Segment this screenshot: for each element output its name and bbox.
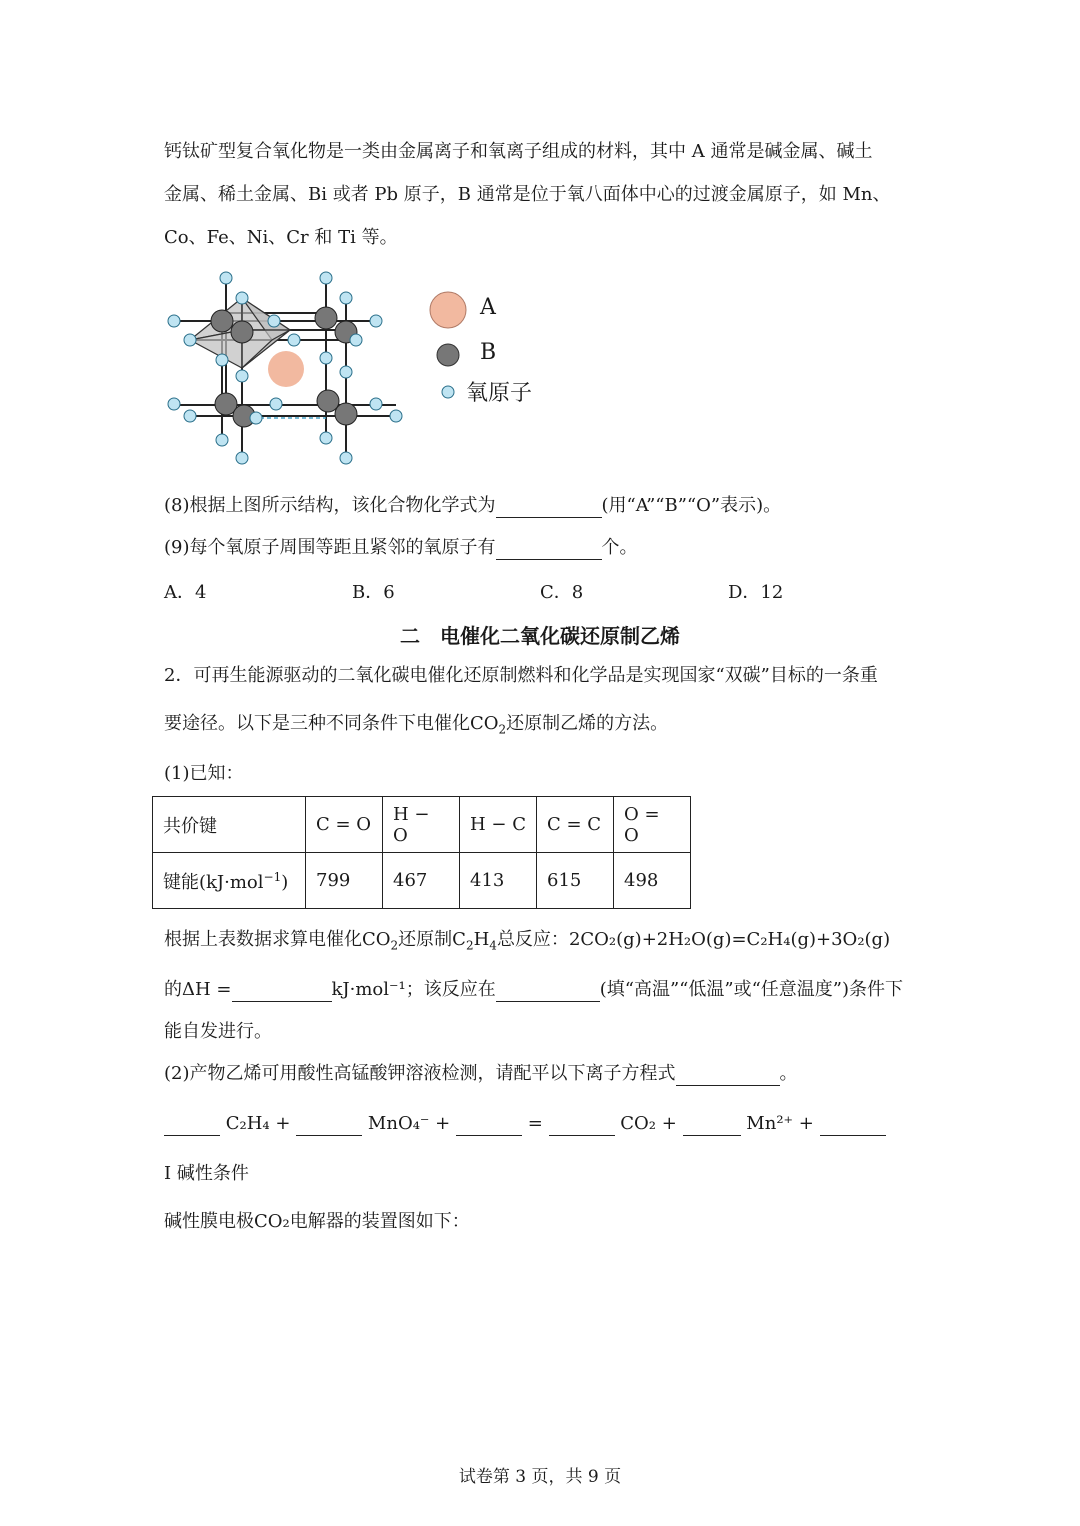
answer-blank[interactable] (496, 541, 602, 560)
question-2-2 (164, 1062, 798, 1086)
co2-formula: CO (470, 713, 499, 734)
row-label: 键能(kJ·mol (163, 871, 264, 893)
section-title: 二 电催化二氧化碳还原制乙烯 (400, 624, 680, 648)
calc-line-1: 根据上表数据求算电催化$CO_2$还原制$C_2H_4$总反应：2CO₂(g)+2H₂O(g)=C₂H₄(g)+3O₂(g) (164, 929, 891, 953)
legend-o-icon (440, 384, 456, 400)
atom-b-icon (315, 307, 337, 329)
q2-line-2-end: 还原制乙烯的方法。 (506, 713, 669, 734)
atom-b-icon (335, 403, 357, 425)
table-cell: 615 (537, 853, 614, 909)
atom-b-icon (211, 310, 233, 332)
perovskite-structure-figure (160, 268, 420, 468)
answer-blank[interactable] (820, 1117, 886, 1136)
option-d[interactable]: D．12 (728, 582, 784, 603)
bond-energy-table (152, 796, 691, 909)
table-header-row (153, 797, 691, 853)
answer-blank[interactable] (683, 1117, 741, 1136)
q9-text-end: 个。 (601, 537, 638, 558)
atom-a-icon (268, 351, 304, 387)
q2-2-text: (2)产物乙烯可用酸性高锰酸钾溶液检测，请配平以下离子方程式 (164, 1063, 676, 1084)
calc-text-mid: 还原制 (398, 929, 453, 950)
calc-text: 根据上表数据求算电催化 (164, 929, 362, 950)
q9-text: (9)每个氧原子周围等距且紧邻的氧原子有 (164, 537, 496, 558)
option-c[interactable]: C．8 (540, 582, 584, 603)
eq-equals: = (527, 1113, 543, 1134)
q8-text: (8)根据上图所示结构，该化合物化学式为 (164, 495, 496, 516)
table-cell: 498 (614, 853, 691, 909)
atom-o-icon (370, 398, 382, 410)
atom-o-icon (340, 366, 352, 378)
table-header-cell: C = C (537, 797, 614, 853)
atom-o-icon (270, 398, 282, 410)
table-cell: 413 (460, 853, 537, 909)
legend-a-icon (428, 290, 468, 330)
table-row (153, 853, 691, 909)
condition-label: Ⅰ 碱性条件 (164, 1163, 249, 1184)
table-header-cell: H − C (460, 797, 537, 853)
ionic-equation (164, 1112, 886, 1136)
legend-b-label: B (480, 340, 497, 365)
atom-o-icon (320, 352, 332, 364)
atom-o-icon (184, 410, 196, 422)
atom-o-icon (320, 432, 332, 444)
atom-o-icon (340, 452, 352, 464)
eq-co2: CO₂ + (620, 1113, 677, 1134)
calc-unit-text: kJ·mol⁻¹；该反应在 (331, 979, 496, 1000)
question-8 (164, 494, 781, 518)
atom-o-icon (236, 452, 248, 464)
delta-h-label: 的ΔH = (164, 979, 232, 1000)
page-footer: 试卷第 3 页，共 9 页 (458, 1467, 622, 1487)
known-label: (1)已知： (164, 763, 244, 784)
intro-line-1: 钙钛矿型复合氧化物是一类由金属离子和氧离子组成的材料，其中 A 通常是碱金属、碱土 (164, 141, 873, 162)
row-label-sup: −1 (263, 869, 282, 884)
row-label-cell (153, 853, 306, 909)
atom-b-icon (231, 321, 253, 343)
atom-o-icon (320, 272, 332, 284)
atom-o-icon (268, 315, 280, 327)
atom-o-icon (216, 354, 228, 366)
atom-o-icon (390, 410, 402, 422)
table-header-cell: H − O (383, 797, 460, 853)
calc-condition-text: (填“高温”“低温”或“任意温度”)条件下 (599, 979, 903, 1000)
answer-blank[interactable] (549, 1117, 615, 1136)
legend-b-icon (435, 342, 461, 368)
option-a[interactable]: A．4 (164, 582, 207, 603)
q8-text-end: (用“A”“B”“O”表示)。 (601, 495, 782, 516)
atom-o-icon (350, 334, 362, 346)
atom-o-icon (340, 292, 352, 304)
atom-o-icon (168, 315, 180, 327)
answer-blank[interactable] (232, 983, 332, 1002)
q2-line-2-text: 要途径。以下是三种不同条件下电催化 (164, 713, 470, 734)
table-cell: 799 (306, 853, 383, 909)
atom-o-icon (168, 398, 180, 410)
calc-line-3: 能自发进行。 (164, 1021, 272, 1042)
question-9 (164, 536, 638, 560)
overall-equation: 2CO₂(g)+2H₂O(g)=C₂H₄(g)+3O₂(g) (568, 929, 891, 950)
atom-o-icon (236, 292, 248, 304)
eq-mno4: MnO₄⁻ + (367, 1113, 451, 1134)
device-description: 碱性膜电极CO₂电解器的装置图如下： (164, 1211, 470, 1232)
answer-blank[interactable] (164, 1117, 220, 1136)
intro-line-2: 金属、稀土金属、Bi 或者 Pb 原子，B 通常是位于氧八面体中心的过渡金属原子，如 Mn、 (164, 184, 891, 205)
atom-o-icon (288, 334, 300, 346)
co2-subscript: 2 (498, 722, 507, 737)
answer-blank[interactable] (496, 983, 600, 1002)
atom-o-icon (236, 370, 248, 382)
table-header-cell: O = O (614, 797, 691, 853)
atom-o-icon (220, 272, 232, 284)
answer-blank[interactable] (456, 1117, 522, 1136)
intro-line-3: Co、Fe、Ni、Cr 和 Ti 等。 (164, 227, 398, 248)
answer-blank[interactable] (676, 1067, 780, 1086)
answer-blank[interactable] (496, 499, 602, 518)
legend-a-label: A (480, 295, 496, 320)
atom-b-icon (317, 390, 339, 412)
calc-text-mid2: 总反应： (496, 929, 569, 950)
calc-line-2 (164, 978, 903, 1002)
atom-o-icon (184, 334, 196, 346)
eq-c2h4: C₂H₄ + (225, 1113, 291, 1134)
option-b[interactable]: B．6 (352, 582, 395, 603)
row-label-end: ) (281, 871, 289, 893)
q2-line-2 (164, 712, 668, 742)
legend-o-label: 氧原子 (466, 381, 533, 406)
table-header-cell: 共价键 (153, 797, 306, 853)
table-header-cell: C = O (306, 797, 383, 853)
atom-o-icon (216, 434, 228, 446)
table-cell: 467 (383, 853, 460, 909)
atom-o-icon (250, 412, 262, 424)
q2-line-1: 2．可再生能源驱动的二氧化碳电催化还原制燃料和化学品是实现国家“双碳”目标的一条重 (164, 665, 878, 686)
q2-2-end: 。 (779, 1063, 798, 1084)
answer-blank[interactable] (296, 1117, 362, 1136)
eq-mn: Mn²⁺ + (746, 1113, 814, 1134)
atom-o-icon (370, 315, 382, 327)
